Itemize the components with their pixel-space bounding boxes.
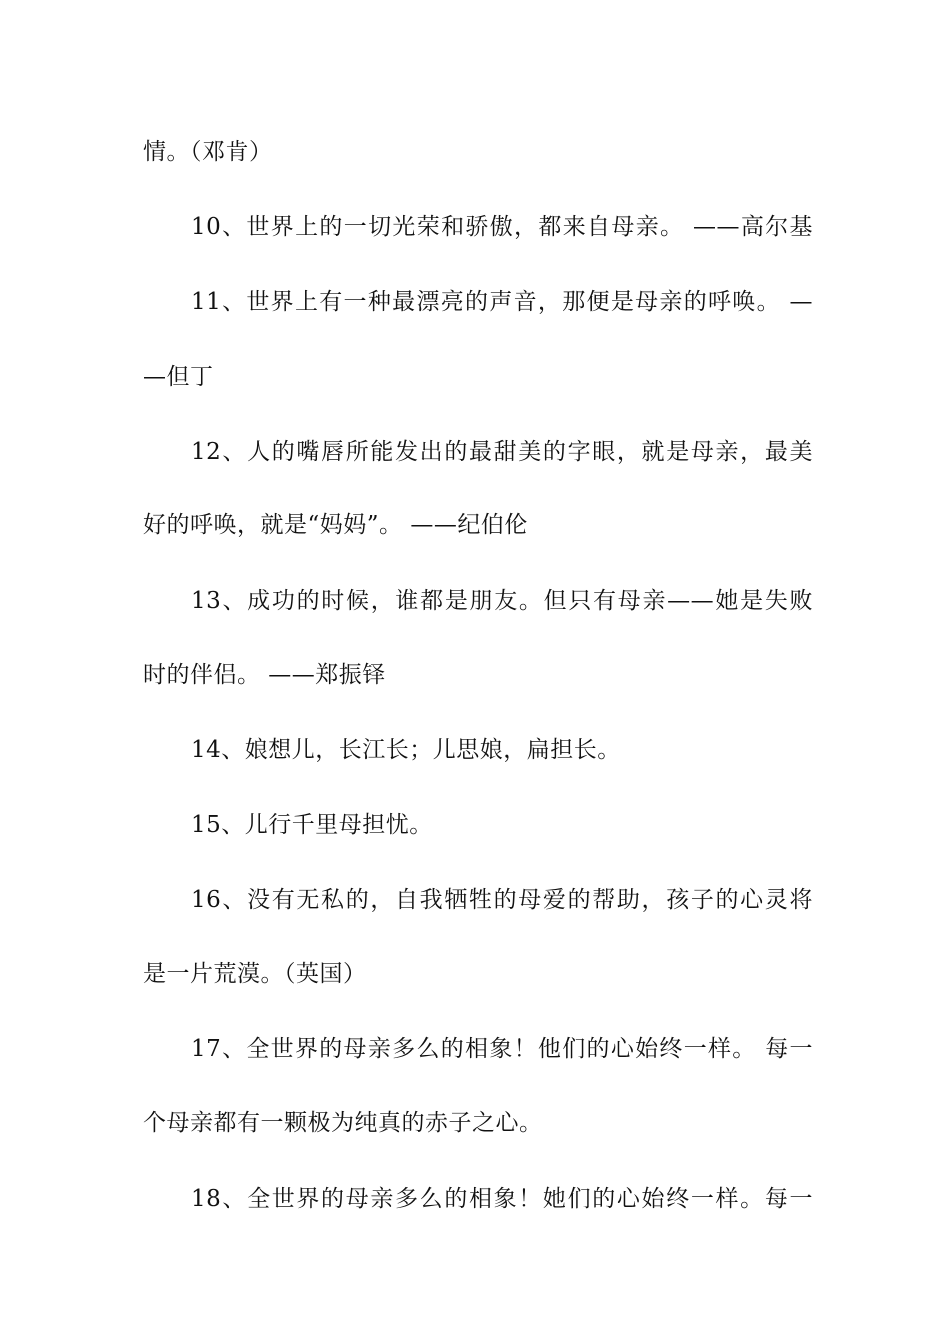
text-line-1: 情。（邓肯） [143, 139, 273, 165]
quote-17-line-2: 个母亲都有一颗极为纯真的赤子之心。 [143, 1110, 543, 1136]
quote-16-line-2: 是一片荒漠。（英国） [143, 961, 367, 987]
quote-14-line-1: 14、娘想儿，长江长；儿思娘，扁担长。 [191, 737, 621, 763]
quote-11-line-2: —但丁 [143, 364, 214, 390]
quote-10-line-1: 10、世界上的一切光荣和骄傲，都来自母亲。 ——高尔基 [191, 214, 813, 240]
quote-11-line-1: 11、世界上有一种最漂亮的声音，那便是母亲的呼唤。 — [191, 289, 813, 315]
quote-16-line-1: 16、没有无私的，自我牺牲的母爱的帮助，孩子的心灵将 [191, 887, 813, 913]
quote-15-line-1: 15、儿行千里母担忧。 [191, 812, 433, 838]
quote-17-line-1: 17、全世界的母亲多么的相象！他们的心始终一样。 每一 [191, 1036, 813, 1062]
quote-18-line-1: 18、全世界的母亲多么的相象！她们的心始终一样。每一 [191, 1186, 813, 1212]
quote-13-line-2: 时的伴侣。 ——郑振铎 [143, 662, 386, 688]
quote-13-line-1: 13、成功的时候，谁都是朋友。但只有母亲——她是失败 [191, 588, 813, 614]
quote-12-line-1: 12、人的嘴唇所能发出的最甜美的字眼，就是母亲，最美 [191, 439, 813, 465]
quote-12-line-2: 好的呼唤，就是“妈妈”。 ——纪伯伦 [143, 512, 528, 538]
